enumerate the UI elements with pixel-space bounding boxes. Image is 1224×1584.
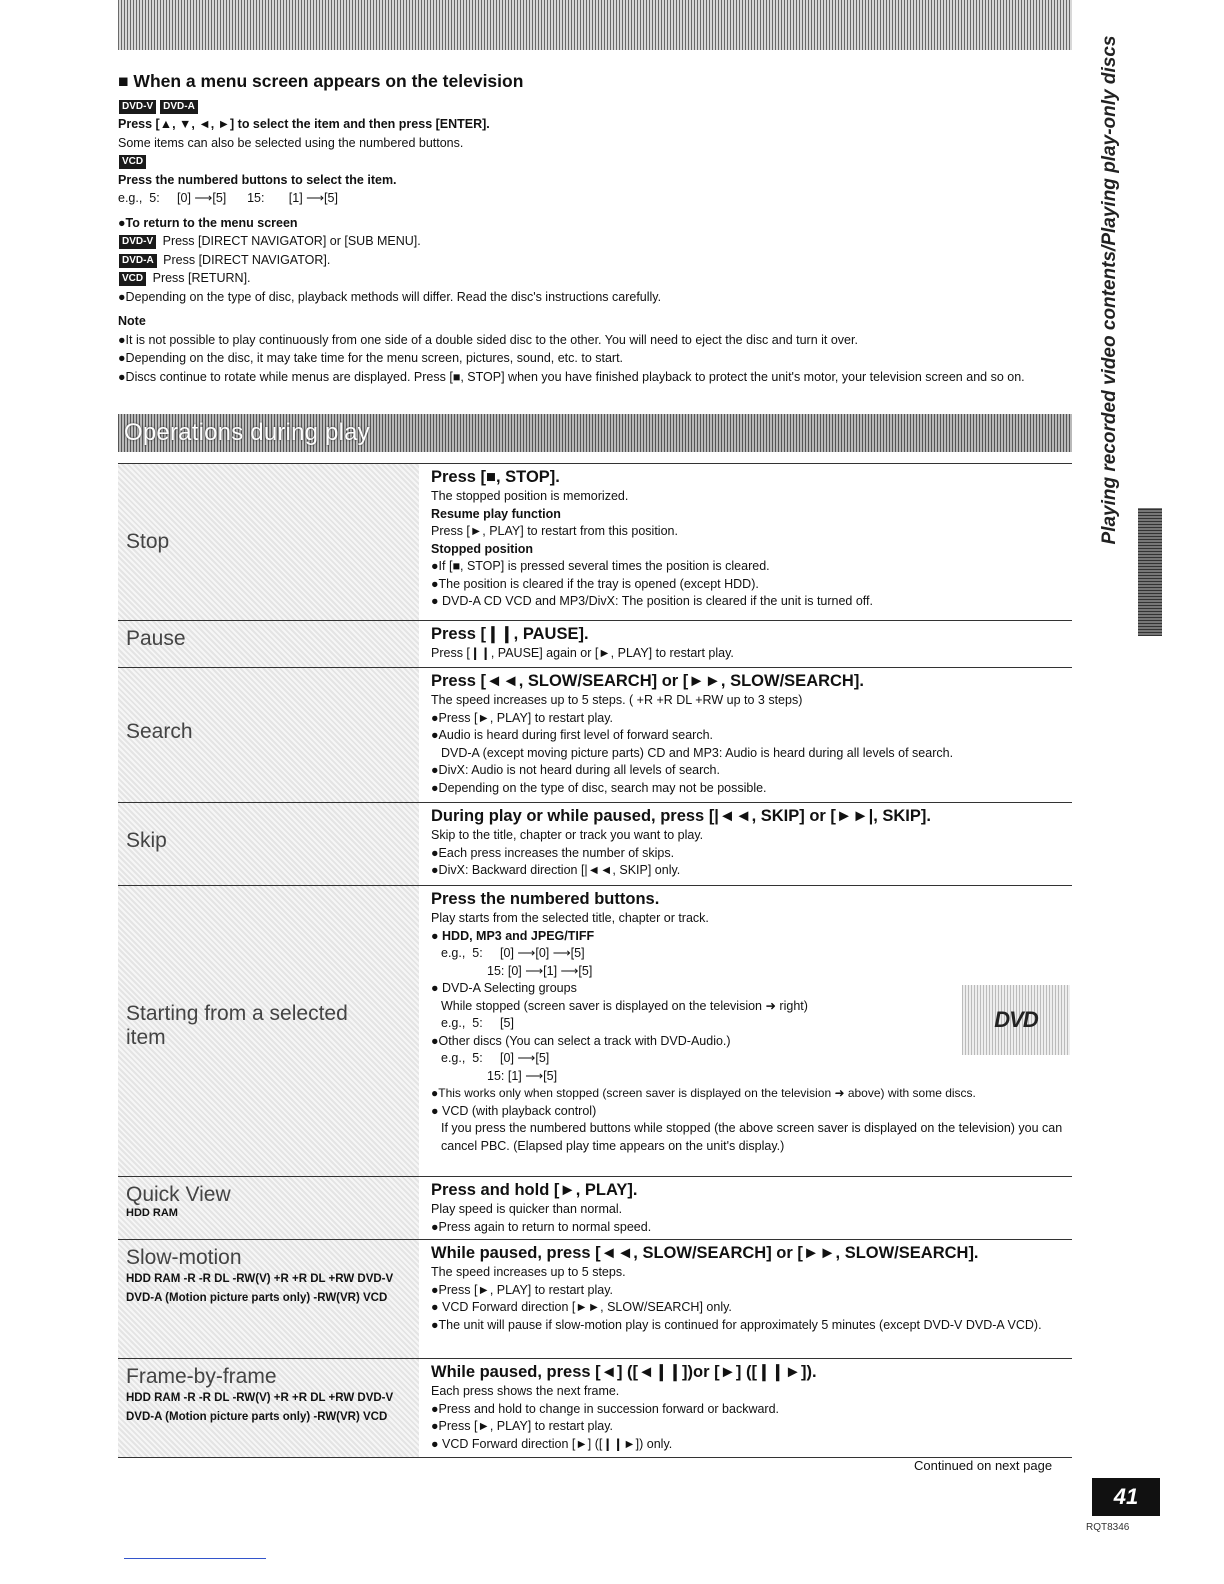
text-line: The speed increases up to 5 steps. bbox=[431, 1265, 626, 1279]
text-line: ●Depending on the type of disc, search may not be possible. bbox=[431, 780, 767, 795]
side-tab-marker bbox=[1138, 508, 1162, 636]
row-stop bbox=[118, 464, 1072, 621]
text-line: ●Audio is heard during first level of forward search. bbox=[431, 728, 713, 742]
note-2: ●Depending on the disc, it may take time for the menu screen, pictures, sound, etc. to start. bbox=[118, 351, 624, 365]
intro-heading: ■ When a menu screen appears on the television bbox=[118, 71, 524, 91]
footer-rule bbox=[124, 1558, 266, 1559]
subtext-1: Some items can also be selected using the numbered buttons. bbox=[118, 135, 464, 150]
text-line: ● DVD-A Selecting groups bbox=[431, 981, 577, 995]
row-skip bbox=[118, 803, 1072, 886]
title-quick: Press and hold [►, PLAY]. bbox=[431, 1181, 638, 1199]
frame-badges: HDD RAM -R -R DL -RW(V) +R +R DL +RW DVD-V DVD-A (Motion picture parts only) -RW(VR) VCD bbox=[126, 1392, 394, 1423]
text-line: ●Other discs (You can select a track with DVD-Audio.) bbox=[431, 1033, 731, 1048]
text-line: Press [❙❙, PAUSE] again or [►, PLAY] to restart play. bbox=[431, 646, 734, 660]
section-header-bar bbox=[118, 414, 1072, 452]
depending-note: ●Depending on the type of disc, playback methods will differ. Read the disc's instructions carefully. bbox=[118, 289, 662, 304]
title-pause: Press [❙❙, PAUSE]. bbox=[431, 625, 589, 643]
text-line: Play starts from the selected title, chapter or track. bbox=[431, 911, 709, 925]
text-line: e.g., 5: [0] ⟶[5] bbox=[441, 1051, 550, 1065]
note-3: ●Discs continue to rotate while menus are displayed. Press [■, STOP] when you have finished playback to protect the unit's motor, your television screen and so on. bbox=[118, 369, 1025, 384]
text-line: e.g., 5: [0] ⟶[0] ⟶[5] bbox=[441, 946, 585, 960]
text-line: ●Each press increases the number of skips. bbox=[431, 845, 675, 860]
top-decorative-bar bbox=[118, 0, 1072, 50]
page-number: 41 bbox=[1092, 1478, 1160, 1516]
text-line: Play speed is quicker than normal. bbox=[431, 1202, 623, 1216]
text-line: 15: [0] ⟶[1] ⟶[5] bbox=[487, 963, 593, 978]
operations-table bbox=[118, 463, 1072, 1458]
label-stop: Stop bbox=[126, 530, 170, 553]
instruction-2: Press the numbered buttons to select the item. bbox=[118, 172, 397, 187]
text-line: 15: [1] ⟶[5] bbox=[487, 1068, 558, 1083]
row-pause bbox=[118, 621, 1072, 668]
subheading: Resume play function bbox=[431, 506, 561, 521]
text-line: ● VCD (with playback control) bbox=[431, 1103, 597, 1118]
note-1: ●It is not possible to play continuously from one side of a double sided disc to the other. You will need to eject the disc and turn it over. bbox=[118, 332, 858, 347]
text-line: ●The position is cleared if the tray is opened (except HDD). bbox=[431, 576, 759, 591]
intro-section bbox=[118, 72, 1068, 386]
text-line: Skip to the title, chapter or track you want to play. bbox=[431, 828, 704, 842]
badge-vcd: VCD bbox=[118, 154, 147, 170]
text-line: Each press shows the next frame. bbox=[431, 1384, 620, 1398]
note-title: Note bbox=[118, 314, 146, 328]
return-dvdv: DVD-V Press [DIRECT NAVIGATOR] or [SUB MENU]. bbox=[118, 232, 1068, 251]
text-line: Press [►, PLAY] to restart from this position. bbox=[431, 524, 678, 538]
label-skip: Skip bbox=[126, 829, 167, 852]
text-line: ● DVD-A CD VCD and MP3/DivX: The position is cleared if the unit is turned off. bbox=[431, 594, 874, 608]
continued-note: Continued on next page bbox=[914, 1458, 1053, 1473]
text-line: e.g., 5: [5] bbox=[441, 1016, 514, 1030]
text-line: ●DivX: Audio is not heard during all levels of search. bbox=[431, 763, 720, 777]
text-line: ●Press [►, PLAY] to restart play. bbox=[431, 1419, 614, 1433]
label-frame: Frame-by-frame bbox=[126, 1365, 277, 1388]
side-title-rail bbox=[1093, 35, 1127, 545]
text-line: While stopped (screen saver is displayed on the television ➜ right) bbox=[441, 998, 808, 1013]
label-slow: Slow-motion bbox=[126, 1246, 242, 1269]
return-vcd: VCD Press [RETURN]. bbox=[118, 269, 1068, 288]
side-title: Playing recorded video contents/Playing play-only discs bbox=[1099, 35, 1120, 545]
row-start bbox=[118, 886, 1072, 1177]
instruction-1: Press [▲, ▼, ◄, ►] to select the item and then press [ENTER]. bbox=[118, 117, 490, 131]
text-line: The speed increases up to 5 steps. ( +R +R DL +RW up to 3 steps) bbox=[431, 693, 803, 707]
row-slow bbox=[118, 1240, 1072, 1359]
slow-badges: HDD RAM -R -R DL -RW(V) +R +R DL +RW DVD-V DVD-A (Motion picture parts only) -RW(VR) VCD bbox=[126, 1273, 394, 1304]
dvd-video-logo: DVD bbox=[962, 985, 1070, 1055]
row-quick bbox=[118, 1177, 1072, 1240]
text-line: ●The unit will pause if slow-motion play is continued for approximately 5 minutes (except DVD-V DVD-A VCD). bbox=[431, 1317, 1042, 1332]
text-line: ● HDD, MP3 and JPEG/TIFF bbox=[431, 928, 595, 943]
subheading: Stopped position bbox=[431, 541, 534, 556]
return-dvda: DVD-A Press [DIRECT NAVIGATOR]. bbox=[118, 251, 1068, 270]
quick-badges: HDD RAM bbox=[126, 1207, 178, 1219]
title-frame: While paused, press [◄] ([◄❙❙])or [►] ([❙❙►]). bbox=[431, 1363, 817, 1381]
row-search bbox=[118, 668, 1072, 803]
title-start: Press the numbered buttons. bbox=[431, 890, 660, 908]
text-line: ●Press [►, PLAY] to restart play. bbox=[431, 710, 614, 725]
label-start: Starting from a selected item bbox=[126, 1002, 348, 1049]
title-slow: While paused, press [◄◄, SLOW/SEARCH] or [►►, SLOW/SEARCH]. bbox=[431, 1244, 979, 1262]
text-line: ●Press [►, PLAY] to restart play. bbox=[431, 1282, 614, 1297]
text-line: The stopped position is memorized. bbox=[431, 489, 629, 503]
text-line: ● VCD Forward direction [►] ([❙❙►]) only. bbox=[431, 1436, 673, 1451]
text-line: ●DivX: Backward direction [|◄◄, SKIP] only. bbox=[431, 863, 681, 877]
text-line: ●If [■, STOP] is pressed several times the position is cleared. bbox=[431, 559, 770, 573]
text-line: DVD-A (except moving picture parts) CD and MP3: Audio is heard during all levels of search. bbox=[441, 745, 954, 760]
example-line: e.g., 5: [0] ⟶[5] 15: [1] ⟶[5] bbox=[118, 191, 338, 205]
label-quick: Quick View bbox=[126, 1183, 231, 1206]
section-title: Operations during play bbox=[124, 419, 370, 446]
badge-dvdv: DVD-V bbox=[118, 99, 157, 115]
text-line: If you press the numbered buttons while stopped (the above screen saver is displayed on the television) you can cancel PBC. (Elapsed play time appears on the unit's display.) bbox=[441, 1121, 1063, 1153]
label-search: Search bbox=[126, 720, 193, 743]
doc-code: RQT8346 bbox=[1086, 1522, 1130, 1533]
text-line: ●Press and hold to change in succession forward or backward. bbox=[431, 1401, 780, 1416]
text-line: ● VCD Forward direction [►►, SLOW/SEARCH] only. bbox=[431, 1300, 732, 1314]
badge-dvda: DVD-A bbox=[159, 99, 199, 115]
row-frame bbox=[118, 1359, 1072, 1458]
label-pause: Pause bbox=[126, 627, 186, 650]
text-line: ●Press again to return to normal speed. bbox=[431, 1219, 652, 1234]
title-stop: Press [■, STOP]. bbox=[431, 468, 560, 486]
badge-row bbox=[118, 97, 1068, 116]
title-search: Press [◄◄, SLOW/SEARCH] or [►►, SLOW/SEARCH]. bbox=[431, 672, 864, 690]
text-line: ●This works only when stopped (screen saver is displayed on the television ➜ above) with some discs. bbox=[431, 1086, 976, 1100]
title-skip: During play or while paused, press [|◄◄, SKIP] or [►►|, SKIP]. bbox=[431, 807, 931, 825]
return-title: ●To return to the menu screen bbox=[118, 215, 298, 230]
